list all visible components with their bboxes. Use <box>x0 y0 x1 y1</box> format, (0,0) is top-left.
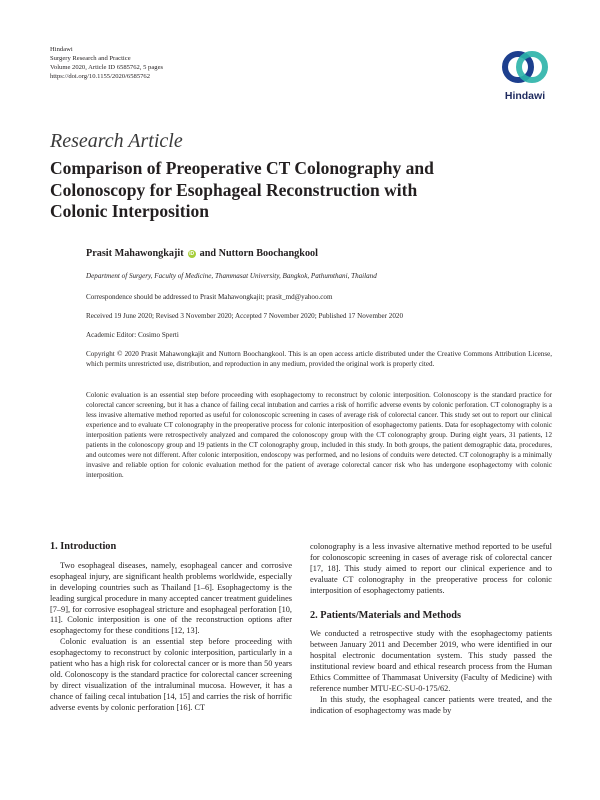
doi-link[interactable]: https://doi.org/10.1155/2020/6585762 <box>50 73 151 81</box>
publisher-name: Hindawi <box>50 46 73 53</box>
paragraph: Two esophageal diseases, namely, esophageal cancer and corrosive esophageal injury, are significant health problems worldwide, especially in developing countries such as Thailand [1–6]. Esophagectomy is the leading surgical procedure in many accepted cancer treatment guidelines [7–9], for corrosive esophageal stricture and esophageal perforation [10, 11]. Colonic interposition is one of the reconstruction options after esophagectomy for these conditions [12, 13]. <box>50 560 292 636</box>
section-heading-methods: 2. Patients/Materials and Methods <box>310 609 462 621</box>
orcid-icon[interactable]: iD <box>189 250 195 257</box>
affiliation: Department of Surgery, Faculty of Medicine, Thammasat University, Bangkok, Pathumthani, Thailand <box>86 272 377 280</box>
body-column-left <box>50 542 292 714</box>
section-heading-introduction: 1. Introduction <box>50 541 117 552</box>
body-column-right <box>310 542 552 717</box>
paragraph: Colonic evaluation is an essential step before proceeding with esophagectomy to reconstruct by colonic interposition, particularly in a patient who has a high risk for colorectal cancer or is more than 50 years old. Colonoscopy is the standard practice for colorectal cancer screening by direct visualization of the intraluminal mucosa. However, it has a chance of failing cecal intubation [14, 15] and carries the risk of horrific adverse events by colonic perforation [16]. CT <box>50 637 292 712</box>
abstract: Colonic evaluation is an essential step before proceeding with esophagectomy to reconstruct by colonic interposition. Colonoscopy is the standard practice for colorectal cancer screening, but it has a chance of failing cecal intubation and carries a risk of horrific adverse events by colonic perforation. CT colonography is a less invasive alternative method reported as useful for colonoscopic screening in cases of average risk of colorectal cancer. This study set out to report our clinical experience and to evaluate CT colonography in the preoperative process for colonic interposition of esophagectomy patients. Data for esophagectomy with colonic interposition patients were retrospectively analyzed and compared the colonoscopy group with the CT colonography group. During eight years, 31 patients, 12 patients in the colonoscopy group and 19 patients in the CT colonography group, included in this study. In both groups, the patient demographic data, procedures, and outcomes were not different. After colonic interposition, endoscopy was performed, and no lesions of conduits were detected. CT colonography is a minimally invasive and reliable option for colonic evaluation method for the patient of average colorectal cancer risk who has undergone esophagectomy with colonic interposition. <box>86 391 552 479</box>
correspondence: Correspondence should be addressed to Prasit Mahawongkajit; prasit_md@yahoo.com <box>86 293 333 301</box>
publication-dates: Received 19 June 2020; Revised 3 November 2020; Accepted 7 November 2020; Published 17 November 2020 <box>86 312 403 320</box>
article-title: Comparison of Preoperative CT Colonography and Colonoscopy for Esophageal Reconstruction with Colonic Interposition <box>50 158 434 221</box>
hindawi-logo-icon <box>497 48 553 86</box>
hindawi-logo <box>497 48 553 102</box>
paragraph: colonography is a less invasive alternative method reported to be useful for colonoscopic screening in cases of average risk of colorectal cancer [17, 18]. This study aimed to report our clinical experience and to evaluate CT colonography in the preoperative process for colonic interposition of esophagectomy patients. <box>310 542 552 595</box>
paragraph: We conducted a retrospective study with the esophagectomy patients between January 2011 and December 2019, who were identified in our hospital electronic documentation system. This study passed the institutional review board and ethical research process from the Human Ethics Committee of Thammasat University (Faculty of Medicine) with reference number MTU-EC-SU-0-175/62. <box>310 629 552 693</box>
author-name[interactable]: Prasit Mahawongkajit <box>86 248 184 259</box>
copyright-notice: Copyright © 2020 Prasit Mahawongkajit and Nuttorn Boochangkool. This is an open access article distributed under the Creative Commons Attribution License, which permits unrestricted use, distribution, and reproduction in any medium, provided the original work is properly cited. <box>86 350 552 368</box>
paragraph: In this study, the esophageal cancer patients were treated, and the indication of esophagectomy was made by <box>310 694 552 715</box>
author-line <box>86 248 318 259</box>
journal-header <box>50 45 163 81</box>
journal-name: Surgery Research and Practice <box>50 55 131 63</box>
volume-info: Volume 2020, Article ID 6585762, 5 pages <box>50 64 164 72</box>
article-type: Research Article <box>50 130 183 152</box>
academic-editor: Academic Editor: Cosimo Sperti <box>86 331 179 339</box>
coauthor-name[interactable]: and Nuttorn Boochangkool <box>199 248 318 259</box>
logo-text: Hindawi <box>504 90 546 102</box>
